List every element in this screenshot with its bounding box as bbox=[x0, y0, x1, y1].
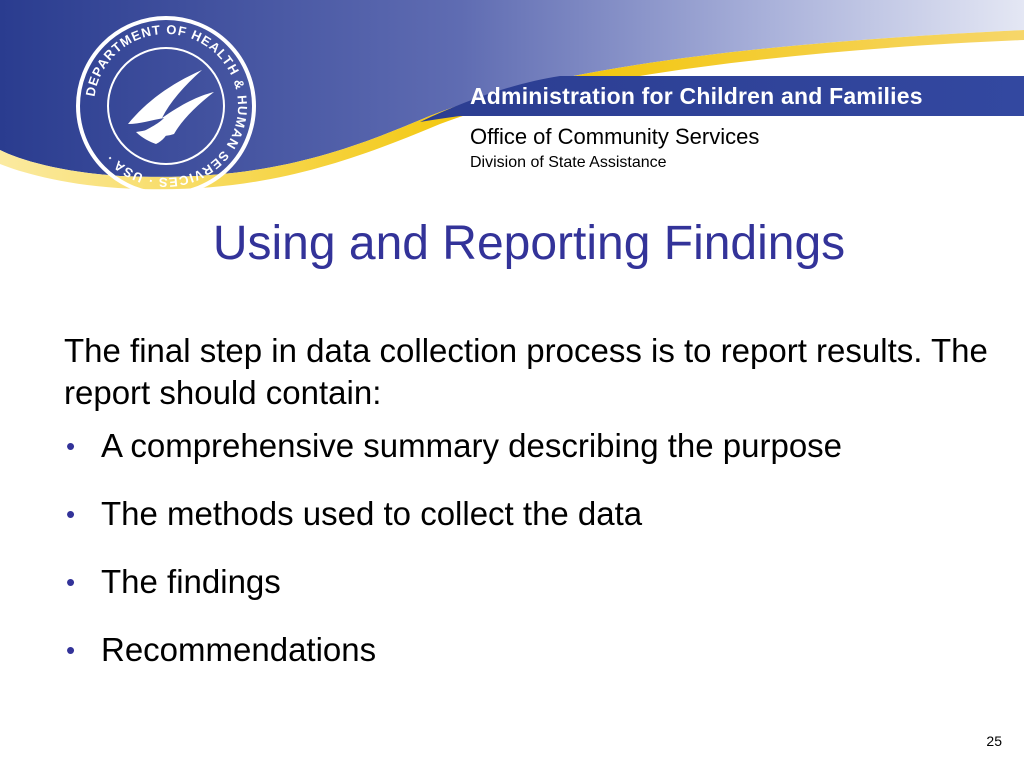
division-name: Division of State Assistance bbox=[470, 154, 667, 171]
bullet-text: The methods used to collect the data bbox=[101, 495, 643, 532]
hhs-seal-icon bbox=[66, 6, 266, 206]
agency-name: Administration for Children and Families bbox=[470, 83, 923, 109]
bullet-text: The findings bbox=[101, 563, 281, 600]
page-number: 25 bbox=[986, 733, 1002, 749]
svg-text:DEPARTMENT OF HEALTH & HUMAN S: DEPARTMENT OF HEALTH & HUMAN SERVICES · USA · bbox=[82, 21, 251, 191]
bullet-text: A comprehensive summary describing the purpose bbox=[101, 427, 843, 464]
bullet-icon: • bbox=[66, 499, 76, 529]
bullet-text: Recommendations bbox=[101, 631, 377, 668]
intro-text: The final step in data collection process is to report results. The report should contain: bbox=[64, 332, 988, 411]
list-item bbox=[64, 628, 964, 672]
bullet-icon: • bbox=[66, 635, 76, 665]
list-item bbox=[64, 560, 964, 604]
list-item bbox=[64, 492, 964, 536]
bullet-icon: • bbox=[66, 567, 76, 597]
bullet-icon: • bbox=[66, 431, 76, 461]
list-item bbox=[64, 424, 964, 468]
bullet-list bbox=[64, 424, 964, 696]
office-name: Office of Community Services bbox=[470, 124, 760, 149]
slide-title: Using and Reporting Findings bbox=[212, 217, 846, 270]
